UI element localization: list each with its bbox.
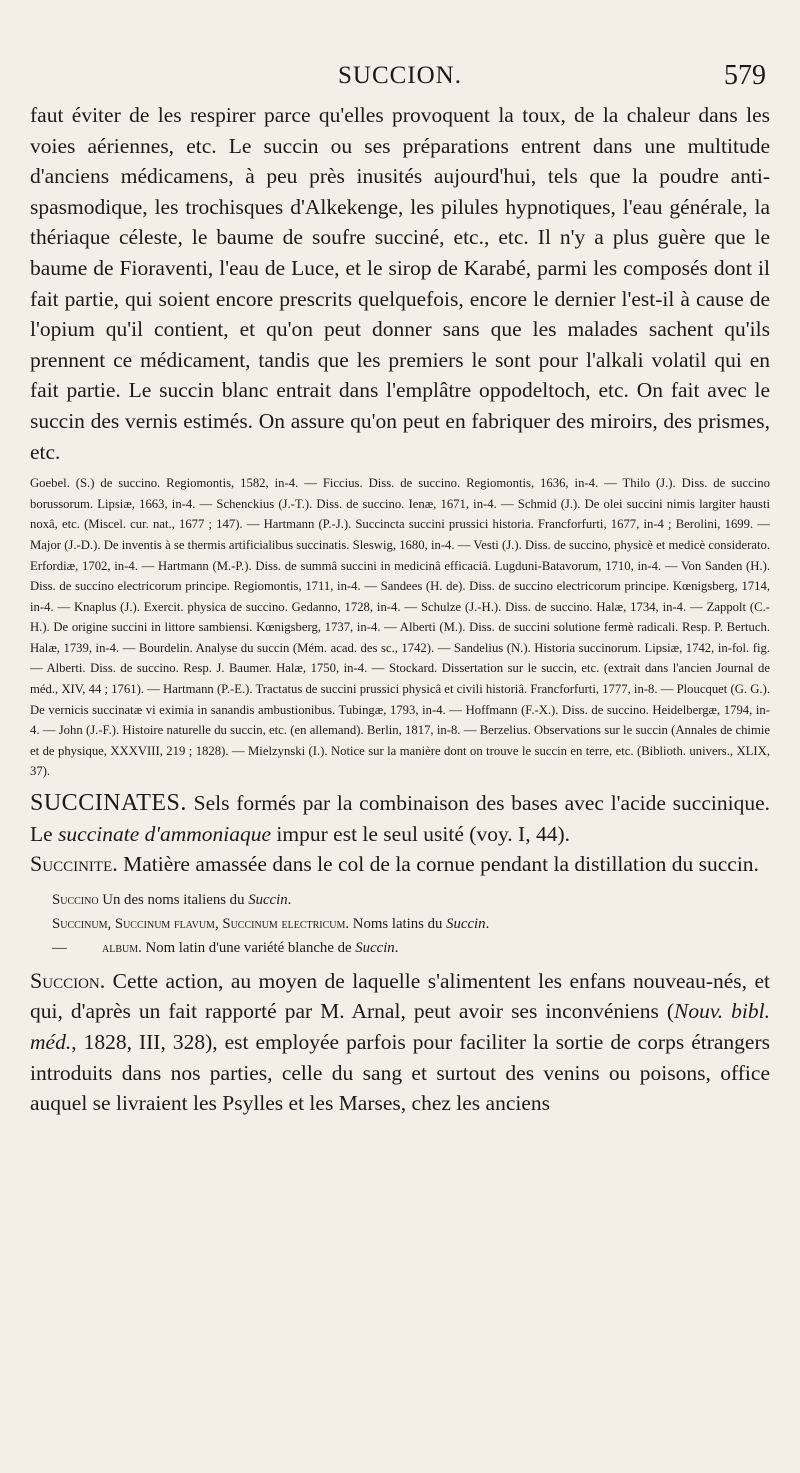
- page-number: 579: [724, 60, 766, 91]
- headword: Succino: [52, 891, 99, 908]
- page-header: [30, 58, 770, 100]
- entry-succinum: [30, 912, 770, 936]
- headword: Succinite.: [30, 851, 118, 877]
- headword: album.: [102, 939, 142, 956]
- entry-text: Sels formés par la combinaison des bases avec l'acide succinique. Le: [30, 791, 770, 846]
- entry-italic: Succin: [355, 939, 395, 956]
- entry-text: Cette action, au moyen de laquelle s'alimentent les enfans nouveau-nés, et qui, d'après un fait rapporté par M. Arnal, peut avoir ses inconvéniens (: [30, 968, 770, 1024]
- entry-text: Un des noms italiens du: [98, 891, 249, 908]
- headword: SUCCINATES.: [30, 790, 187, 817]
- main-paragraph: faut éviter de les respirer parce qu'elles provoquent la toux, de la chaleur dans les voies aériennes, etc. Le succin ou ses préparations entrent dans une multitude d'anciens médicamens, à peu près inusités aujourd'hui, tels que la poudre anti-spasmodique, les trochisques d'Alkekenge, les pilules hypnotiques, l'eau générale, la thériaque céleste, le baume de soufre succiné, etc., etc. Il n'y a plus guère que le baume de Fioraventi, l'eau de Luce, et le sirop de Karabé, parmi les composés dont il fait partie, qui soient encore prescrits quelquefois, encore le dernier l'est-il à cause de l'opium qu'il contient, et qu'on peut donner sans que les malades sachent qu'ils prennent ce médicament, tandis que les premiers le sont pour l'alkali volatil qui en fait partie. Le succin blanc entrait dans l'emplâtre oppodeltoch, etc. On fait avec le succin des vernis estimés. On assure qu'on peut en fabriquer des miroirs, des prismes, etc.: [30, 103, 770, 464]
- page: [30, 58, 770, 1119]
- entry-succion: [30, 966, 770, 1119]
- bibliography: Goebel. (S.) de succino. Regiomontis, 1582, in-4. — Ficcius. Diss. de succino. Regiomontis, 1636, in-4. — Thilo (J.). Diss. de succino borussorum. Lipsiæ, 1663, in-4. — Schenckius (J.-T.). Diss. de succino. Ienæ, 1671, in-4. — Schmid (J.). De olei succini nimis largiter hausti noxâ, etc. (Miscel. cur. nat., 1677 ; 147). — Hartmann (P.-J.). Succincta succini prussici historia. Francforfurti, 1677, in-4 ; Berolini, 1699. — Major (J.-D.). De inventis à se thermis artificialibus succinatis. Sleswig, 1680, in-4. — Vesti (J.). Diss. de succino, physicè et medicè considerato. Erfordiæ, 1702, in-4. — Hartmann (M.-P.). Diss. de summâ succini in medicinâ efficaciâ. Lugduni-Batavorum, 1710, in-4. — Von Sanden (H.). Diss. de succino electricorum principe. Regiomontis, 1711, in-4. — Sandees (H. de). Diss. de succino electricorum principe. Kœnigsberg, 1714, in-4. — Knaplus (J.). Exercit. physica de succino. Gedanno, 1728, in-4. — Schulze (J.-H.). Diss. de succino. Halæ, 1734, in-4. — Zappolt (C.-H.). De origine succini in littore sambiensi. Kœnigsberg, 1737, in-4. — Alberti (M.). Diss. de succini solutione fermè radicali. Resp. P. Bertuch. Halæ, 1739, in-4. — Bourdelin. Analyse du succin (Mém. acad. des sc., 1742). — Sandelius (N.). Historia succinorum. Lipsiæ, 1742, in-fol. fig. — Alberti. Diss. de succino. Resp. J. Baumer. Halæ, 1750, in-4. — Stockard. Dissertation sur le succin, etc. (extrait dans l'ancien Journal de méd., XIV, 44 ; 1761). — Hartmann (P.-E.). Tractatus de succini prussici physicâ et civili historiâ. Francforfurti, 1777, in-8. — Ploucquet (G. G.). De vernicis succinatæ vi eximia in sanandis ambustionibus. Tubingæ, 1793, in-4. — Hoffmann (F.-X.). Diss. de succino. Heidelbergæ, 1794, in-4. — John (J.-F.). Histoire naturelle du succin, etc. (en allemand). Berlin, 1817, in-8. — Berzelius. Observations sur le succin (Annales de chimie et de physique, XXXVIII, 219 ; 1828). — Mielzynski (I.). Notice sur la manière dont on trouve le succin en terre, etc. (Biblioth. univers., XLIX, 37).: [30, 476, 770, 779]
- entry-album: [30, 936, 770, 960]
- entry-text: Noms latins du: [349, 915, 447, 932]
- entry-italic: Nouv. bibl. méd.: [30, 999, 770, 1054]
- dash: —: [52, 939, 67, 956]
- headword: Succinum, Succinum flavum, Succinum electricum.: [52, 915, 350, 932]
- entry-italic: succinate d'ammoniaque: [58, 821, 272, 846]
- entry-text: Matière amassée dans le col de la cornue pendant la distillation du succin.: [117, 852, 759, 877]
- entry-text: .: [394, 939, 399, 956]
- entry-text: impur est le seul usité (voy. I, 44).: [271, 821, 570, 846]
- entry-succino: [30, 888, 770, 912]
- entry-italic: Succin: [248, 891, 288, 908]
- running-head: SUCCION.: [338, 62, 462, 89]
- entry-text: .: [287, 891, 292, 908]
- entry-succinates: [30, 788, 770, 849]
- entry-text: Nom latin d'une variété blanche de: [141, 939, 356, 956]
- entry-italic: Succin: [446, 915, 486, 932]
- entry-succinite: [30, 849, 770, 880]
- entry-text: , 1828, III, 328), est employée parfois pour faciliter la sortie de corps étrangers introduits dans nos parties, celle du sang et surtout des venins ou poisons, office auquel se livraient les Psylles et les Marses, chez les anciens: [30, 1030, 770, 1116]
- headword: Succion.: [30, 967, 106, 993]
- small-entries: [30, 888, 770, 960]
- entry-text: .: [485, 915, 490, 932]
